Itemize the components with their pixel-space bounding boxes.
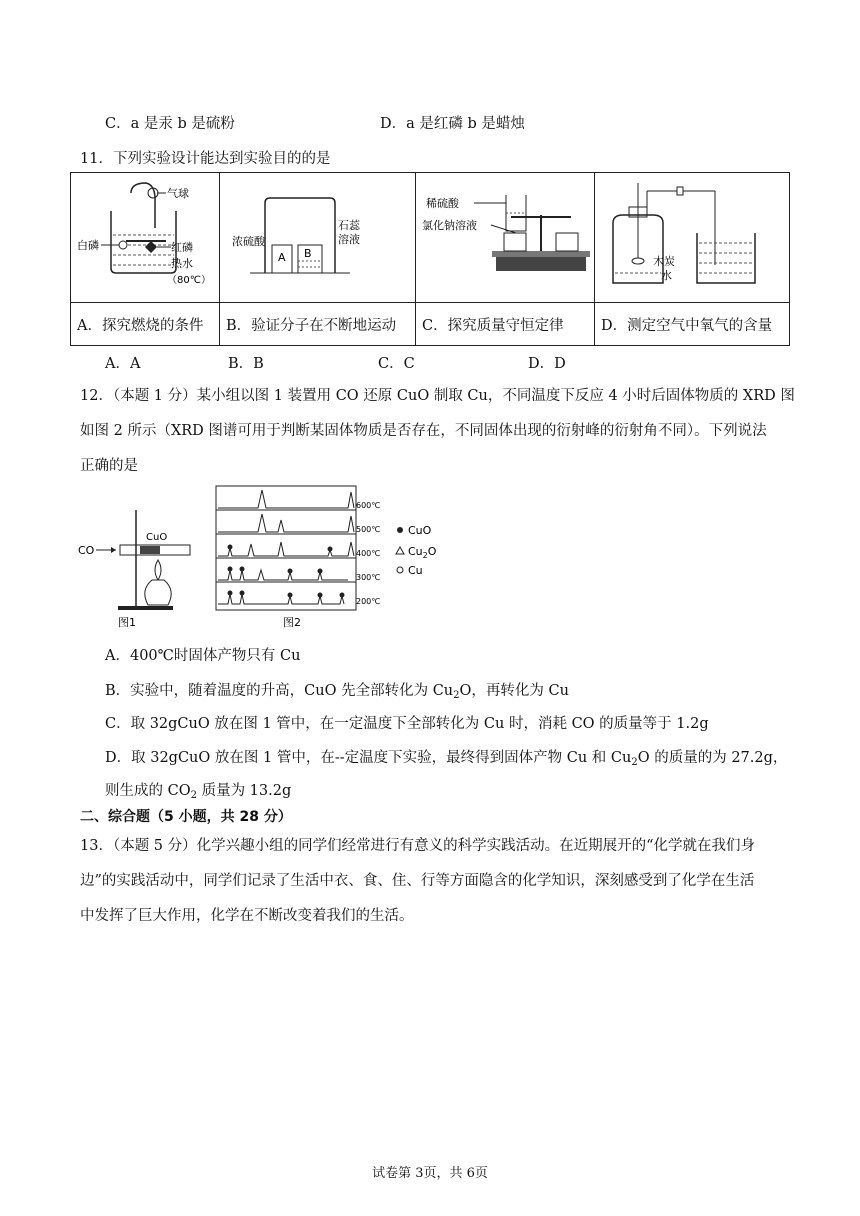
q10-option-d: D．a 是红磷 b 是蜡烛 (380, 116, 525, 132)
q12-option-d-line2 (105, 779, 291, 801)
legend-cuo: CuO (408, 524, 432, 537)
q11-image-a (71, 173, 220, 303)
legend-cu2o-tail: O (427, 545, 437, 558)
q12-option-b (105, 679, 569, 701)
q12-stem-line1: 12．（本题 1 分）某小组以图 1 装置用 CO 还原 CuO 制取 Cu，不同温度下反应 4 小时后固体物质的 XRD 图 (80, 388, 795, 404)
q12-option-a: A．400℃时固体产物只有 Cu (105, 648, 301, 664)
red-phosphorus-label: 红磷 (171, 241, 193, 254)
temp-600: 600℃ (356, 501, 381, 510)
q12-option-d-part1: D．取 32gCuO 放在图 1 管中，在--定温度下实验，最终得到固体产物 Cu 和 Cu (105, 750, 632, 766)
q10-option-c: C．a 是汞 b 是硫粉 (105, 116, 235, 132)
q11-label-c: C．探究质量守恒定律 (416, 303, 595, 346)
cuo-marker-icon (397, 527, 403, 533)
q11-option-c: C．C (378, 356, 415, 372)
q12-figure (78, 480, 438, 630)
litmus-label-1: 石蕊 (338, 219, 360, 232)
q11-option-a: A．A (105, 356, 141, 372)
beaker-b-label: B (304, 247, 312, 260)
q11-image-c (416, 173, 595, 303)
q12-option-c: C．取 32gCuO 放在图 1 管中，在一定温度下全部转化为 Cu 时，消耗 CO 的质量等于 1.2g (105, 716, 709, 732)
water-label: 水 (661, 269, 672, 282)
co-label: CO (78, 544, 95, 557)
q13-line3: 中发挥了巨大作用，化学在不断改变着我们的生活。 (80, 908, 414, 924)
q11-option-d: D．D (528, 356, 566, 372)
cu2o-marker-icon (396, 547, 404, 554)
q13-line2: 边”的实践活动中，同学们记录了生活中衣、食、住、行等方面隐含的化学知识，深刻感受到了化学在生活 (80, 873, 755, 889)
temp-400: 400℃ (356, 549, 381, 558)
fig1-caption: 图1 (118, 616, 136, 629)
combustion-apparatus-figure (71, 173, 219, 298)
q12-option-d-sub2: 2 (190, 790, 197, 801)
q11-image-d (595, 173, 790, 303)
temperature-label: （80℃） (167, 275, 211, 286)
legend-cu2o-sub: 2 (422, 551, 428, 560)
section-2-heading: 二、综合题（5 小题，共 28 分） (80, 809, 292, 825)
legend-cu2o (408, 545, 437, 560)
q11-stem: 11．下列实验设计能达到实验目的的是 (80, 151, 331, 167)
q12-option-d-line1 (105, 746, 787, 768)
q12-option-d-sub1: 2 (631, 757, 638, 768)
q12-option-b-part1: B．实验中，随着温度的升高，CuO 先全部转化为 Cu (105, 683, 454, 699)
q11-label-d: D．测定空气中氧气的含量 (595, 303, 790, 346)
balance-figure (416, 173, 594, 298)
beaker-a-label: A (278, 251, 286, 264)
q12-option-d-part4: 质量为 13.2g (196, 783, 292, 799)
conc-acid-label: 浓硫酸 (232, 235, 265, 248)
xrd-figure (78, 480, 438, 630)
temp-500: 500℃ (356, 525, 381, 534)
legend-cu2o-base: Cu (408, 545, 423, 558)
temp-300: 300℃ (356, 573, 381, 582)
page-footer: 试卷第 3页，共 6页 (372, 1166, 488, 1181)
q12-option-d-part3: 则生成的 CO (105, 783, 191, 799)
litmus-label-2: 溶液 (338, 233, 360, 246)
q11-label-a: A．探究燃烧的条件 (71, 303, 220, 346)
white-phosphorus-label: 白磷 (77, 239, 99, 252)
fig2-caption: 图2 (283, 616, 301, 629)
q11-label-b: B．验证分子在不断地运动 (220, 303, 416, 346)
molecule-motion-figure (220, 173, 415, 298)
legend-cu: Cu (408, 564, 423, 577)
hot-water-label: 热水 (171, 257, 193, 270)
cu-marker-icon (397, 567, 403, 573)
q12-option-b-sub: 2 (453, 690, 460, 701)
charcoal-label: 木炭 (653, 255, 675, 268)
dilute-acid-label: 稀硫酸 (426, 197, 459, 210)
q12-option-d-part2: O 的质量的为 27.2g， (637, 750, 788, 766)
oxygen-content-figure (595, 173, 789, 298)
balloon-label: 气球 (167, 187, 189, 200)
q12-stem-line2: 如图 2 所示（XRD 图谱可用于判断某固体物质是否存在，不同固体出现的衍射峰的衍射角不同）。下列说法 (80, 423, 767, 439)
nacl-solution-label: 氯化钠溶液 (422, 219, 477, 232)
q12-option-b-part2: O，再转化为 Cu (459, 683, 569, 699)
q11-option-b: B．B (228, 356, 264, 372)
temp-200: 200℃ (356, 597, 381, 606)
xrd-panels (216, 486, 356, 610)
q11-image-b (220, 173, 416, 303)
q12-stem-line3: 正确的是 (80, 458, 138, 474)
q13-line1: 13．（本题 5 分）化学兴趣小组的同学们经常进行有意义的科学实践活动。在近期展开的“化学就在我们身 (80, 838, 756, 854)
q11-table (70, 172, 790, 346)
cuo-tube-label: CuO (146, 532, 168, 543)
